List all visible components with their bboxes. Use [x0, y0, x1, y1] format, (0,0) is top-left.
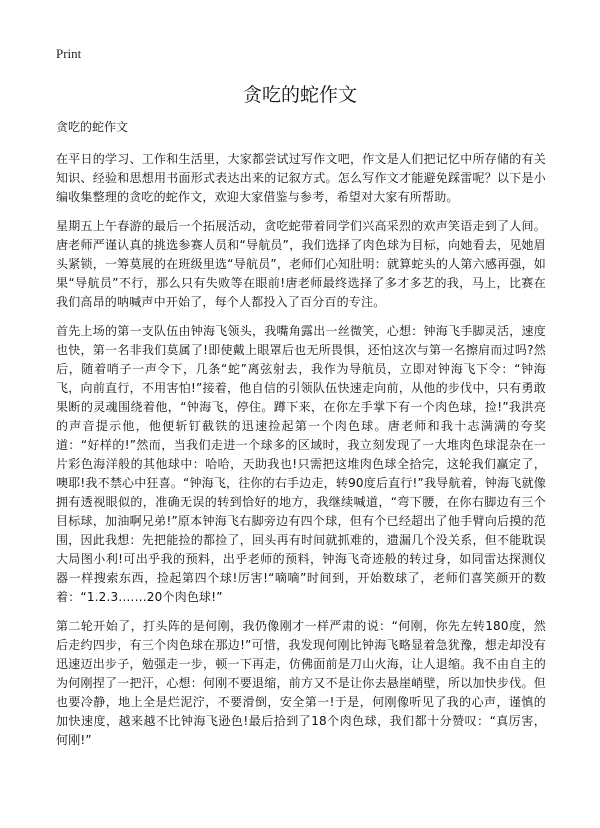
paragraph-2: 星期五上午春游的最后一个拓展活动，贪吃蛇带着同学们兴高采烈的欢声笑语走到了人间。唐老师严谨认真的挑选参赛人员和“导航员”，我们选择了肉色球为目标，向她看去，见她眉头紧锁，一筹莫展的在班级里选“导航员”，老师们心知肚明：就算蛇头的人第六感再强，如果“导航员”不行，那么只有失败等在眼前!唐老师最终选择了多才多艺的我，马上，比赛在我们高昂的呐喊声中开始了，每个人都投入了百分百的专注。	[56, 219, 546, 309]
paragraph-3: 首先上场的第一支队伍由钟海飞领头，我嘴角露出一丝微笑，心想：钟海飞手脚灵活，速度也快，第一名非我们莫属了!即使戴上眼罩后也无所畏惧，还怕这次与第一名擦肩而过吗?然后，随着哨子一声令下，几条“蛇”离弦射去，我作为导航员，立即对钟海飞下令：“钟海飞，向前直行，不用害怕!”接着，他自信的引领队伍快速走向前，从他的步伐中，只有勇敢果断的灵魂围绕着他，“钟海飞，停住。蹲下来，在你左手掌下有一个肉色球，捡!”我洪亮的声音提示他，他便斩钉截铁的迅速捡起第一个肉色球。唐老师和我十志满满的夸奖道：“好样的!”然而，当我们走进一个球多的区域时，我立刻发现了一大堆肉色球混杂在一片彩色海洋般的其他球中：哈哈，天助我也!只需把这堆肉色球全拾完，这轮我们赢定了，噢耶!我不禁心中狂喜。“钟海飞，往你的右手边走，转90度后直行!”我导航着，钟海飞就像拥有透视眼似的，准确无误的转到恰好的地方，我继续喊道，“弯下腰，在你右脚边有三个目标球，加油啊兄弟!”原本钟海飞右脚旁边有四个球，但有个已经超出了他手臂向后摸的范围，因此我想：先把能捡的都捡了，回头再有时间就抓难的，遗漏几个没关系，但不能耽误大局图小利!可出乎我的预料，出乎老师的预料，钟海飞奇迹般的转过身，如同雷达探测仪器一样搜索东西，捡起第四个球!厉害!“嘀嘀”时间到，开始数球了，老师们喜笑颜开的数着：“1.2.3.……20个肉色球!”	[56, 324, 546, 604]
paragraph-4: 第二轮开始了，打头阵的是何刚，我仍像刚才一样严肃的说：“何刚，你先左转180度，然后走约四步，有三个肉色球在那边!”可惜，我发现何刚比钟海飞略显着急犹豫，想走却没有迅速迈出步子，勉强走一步，顿一下再走，仿佛面前是刀山火海，让人退缩。我不由自主的为何刚捏了一把汗，心想：何刚不要退缩，前方又不是让你去悬崖峭壁，所以加快步伐。但也要冷静，地上全是烂泥泞，不要滑倒，安全第一!于是，何刚像听见了我的心声，谨慎的加快速度，越来越不比钟海飞逊色!最后拾到了18个肉色球，我们都十分赞叹：“真厉害，何刚!”	[56, 619, 546, 747]
document-subtitle: 贪吃的蛇作文	[56, 120, 129, 134]
print-link[interactable]: Print	[56, 46, 82, 61]
article-body	[56, 150, 546, 760]
document-title: 贪吃的蛇作文	[242, 84, 357, 106]
paragraph-intro: 在平日的学习、工作和生活里，大家都尝试过写作文吧，作文是人们把记忆中所存储的有关知识、经验和思想用书面形式表达出来的记叙方式。怎么写作文才能避免踩雷呢？以下是小编收集整理的贪吃的蛇作文，欢迎大家借鉴与参考，希望对大家有所帮助。	[56, 152, 546, 204]
